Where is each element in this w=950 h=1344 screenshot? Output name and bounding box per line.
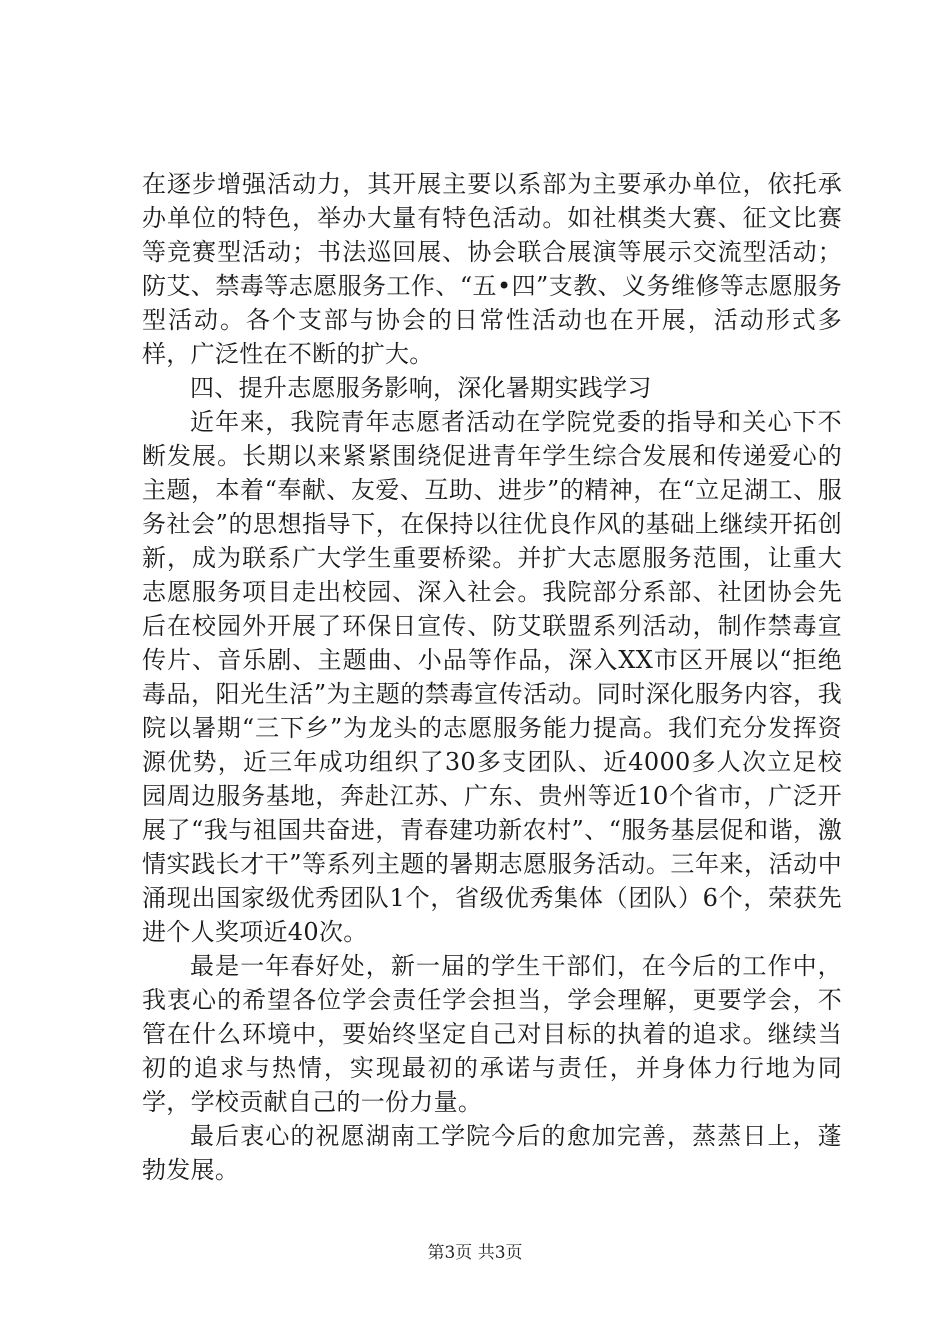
document-body [142, 167, 842, 1187]
section-heading: 四、提升志愿服务影响，深化暑期实践学习 [190, 374, 652, 402]
paragraph-volunteer-service: 近年来，我院青年志愿者活动在学院党委的指导和关心下不断发展。长期以来紧紧围绕促进青年学生综合发展和传递爱心的主题，本着“奉献、友爱、互助、进步”的精神，在“立足湖工、服务社会”的思想指导下，在保持以往优良作风的基础上继续开拓创新，成为联系广大学生重要桥梁。并扩大志愿服务范围，让重大志愿服务项目走出校园、深入社会。我院部分系部、社团协会先后在校园外开展了环保日宣传、防艾联盟系列活动，制作禁毒宣传片、音乐剧、主题曲、小品等作品，深入XX市区开展以“拒绝毒品，阳光生活”为主题的禁毒宣传活动。同时深化服务内容，我院以暑期“三下乡”为龙头的志愿服务能力提高。我们充分发挥资源优势，近三年成功组织了30多支团队、近4000多人次立足校园周边服务基地，奔赴江苏、广东、贵州等近10个省市，广泛开展了“我与祖国共奋进，青春建功新农村”、“服务基层促和谐，激情实践长才干”等系列主题的暑期志愿服务活动。三年来，活动中涌现出国家级优秀团队1个，省级优秀集体（团队）6个，荣获先进个人奖项近40次。 [142, 408, 842, 946]
paragraph-closing-wishes: 最后衷心的祝愿湖南工学院今后的愈加完善，蒸蒸日上，蓬勃发展。 [142, 1122, 842, 1184]
paragraph-continuation: 在逐步增强活动力，其开展主要以系部为主要承办单位，依托承办单位的特色，举办大量有特色活动。如社棋类大赛、征文比赛等竞赛型活动；书法巡回展、协会联合展演等展示交流型活动；防艾、禁毒等志愿服务工作、“五•四”支教、义务维修等志愿服务型活动。各个支部与协会的日常性活动也在开展，活动形式多样，广泛性在不断的扩大。 [142, 170, 842, 368]
page-footer: 第3页 共3页 [427, 1243, 523, 1263]
paragraph-student-leaders: 最是一年春好处，新一届的学生干部们，在今后的工作中，我衷心的希望各位学会责任学会担当，学会理解，更要学会，不管在什么环境中，要始终坚定自己对目标的执着的追求。继续当初的追求与热情，实现最初的承诺与责任，并身体力行地为同学，学校贡献自己的一份力量。 [142, 952, 842, 1116]
